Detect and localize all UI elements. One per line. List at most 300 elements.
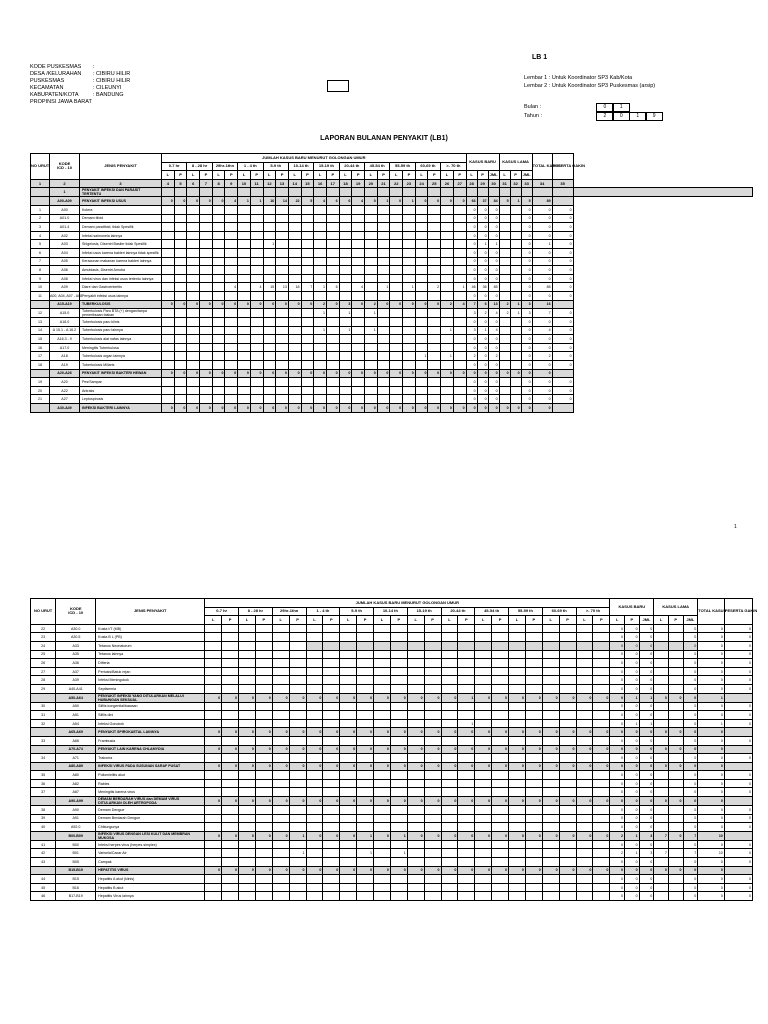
row-no: 15 bbox=[31, 335, 50, 344]
row-value bbox=[593, 771, 610, 780]
disease-row bbox=[31, 248, 753, 257]
row-value: 0 bbox=[458, 797, 475, 806]
row-value bbox=[352, 309, 365, 318]
row-value bbox=[238, 231, 251, 240]
row-value bbox=[187, 291, 200, 300]
row-value bbox=[162, 309, 175, 318]
row-no bbox=[31, 369, 50, 378]
row-value bbox=[255, 736, 272, 745]
row-value bbox=[492, 823, 509, 832]
row-value bbox=[306, 771, 323, 780]
row-value: 0 bbox=[521, 291, 532, 300]
row-value: 0 bbox=[509, 728, 526, 737]
row-icd-code: A05 bbox=[50, 257, 80, 266]
row-value bbox=[542, 779, 559, 788]
row-value bbox=[390, 711, 407, 720]
disease-row bbox=[31, 684, 753, 693]
row-value bbox=[458, 875, 475, 884]
row-value bbox=[559, 754, 576, 763]
row-value bbox=[239, 892, 256, 901]
row-icd-code: B15-B19 bbox=[56, 866, 96, 875]
col-number: 6 bbox=[187, 179, 200, 188]
row-value bbox=[458, 823, 475, 832]
row-value bbox=[323, 823, 340, 832]
row-value bbox=[390, 266, 403, 275]
row-value bbox=[222, 736, 239, 745]
row-value bbox=[301, 257, 314, 266]
row-value bbox=[314, 318, 327, 327]
row-value: 0 bbox=[639, 754, 654, 763]
col-p: P bbox=[458, 616, 475, 625]
row-value bbox=[340, 659, 357, 668]
row-value bbox=[187, 318, 200, 327]
row-value bbox=[593, 788, 610, 797]
row-value bbox=[654, 823, 669, 832]
col-age-group: 0-7 hr bbox=[162, 162, 187, 171]
row-value bbox=[428, 343, 441, 352]
row-value: 0 bbox=[488, 361, 499, 370]
row-value bbox=[200, 223, 213, 232]
row-value: 0 bbox=[639, 702, 654, 711]
row-value: 0 bbox=[477, 369, 488, 378]
row-value bbox=[340, 823, 357, 832]
row-value bbox=[212, 248, 225, 257]
row-value bbox=[559, 892, 576, 901]
row-value bbox=[205, 736, 222, 745]
row-disease-name: PENYAKIT INFEKSI USUS bbox=[80, 197, 162, 206]
row-value bbox=[340, 771, 357, 780]
col-number: 32 bbox=[510, 179, 521, 188]
row-value bbox=[407, 676, 424, 685]
row-value: 0 bbox=[424, 745, 441, 754]
row-value bbox=[492, 650, 509, 659]
row-value bbox=[499, 274, 510, 283]
row-value bbox=[576, 883, 593, 892]
row-value: 0 bbox=[639, 779, 654, 788]
row-value bbox=[205, 814, 222, 823]
row-value bbox=[272, 806, 289, 815]
row-value: 0 bbox=[453, 369, 466, 378]
row-value bbox=[593, 892, 610, 901]
row-value bbox=[326, 231, 339, 240]
disease-row bbox=[31, 676, 753, 685]
row-value bbox=[255, 667, 272, 676]
row-value bbox=[340, 849, 357, 858]
row-value: 0 bbox=[510, 404, 521, 413]
row-value bbox=[424, 858, 441, 867]
row-value bbox=[492, 849, 509, 858]
row-value bbox=[390, 840, 407, 849]
row-value bbox=[390, 633, 407, 642]
row-value: 18 bbox=[288, 283, 301, 292]
row-value bbox=[559, 667, 576, 676]
row-value: 2 bbox=[610, 849, 625, 858]
row-value bbox=[492, 676, 509, 685]
row-disease-name: Tuberkulosis Miliaris bbox=[80, 361, 162, 370]
row-value bbox=[162, 257, 175, 266]
row-value bbox=[428, 386, 441, 395]
row-value bbox=[174, 240, 187, 249]
row-value bbox=[510, 361, 521, 370]
row-value bbox=[475, 858, 492, 867]
row-value bbox=[306, 883, 323, 892]
row-value bbox=[326, 214, 339, 223]
row-value bbox=[225, 248, 238, 257]
row-value: 0 bbox=[222, 866, 239, 875]
row-value: 0 bbox=[428, 404, 441, 413]
col-age-group: 55-59 th bbox=[390, 162, 415, 171]
row-value bbox=[525, 650, 542, 659]
col-number: 4 bbox=[162, 179, 175, 188]
row-value bbox=[593, 858, 610, 867]
row-value: 0 bbox=[403, 404, 416, 413]
row-no: 34 bbox=[31, 754, 56, 763]
row-value bbox=[525, 659, 542, 668]
row-value: 0 bbox=[272, 693, 289, 702]
row-value bbox=[415, 257, 428, 266]
row-value bbox=[654, 840, 669, 849]
col-l: L bbox=[212, 171, 225, 180]
row-value bbox=[239, 754, 256, 763]
row-value bbox=[340, 650, 357, 659]
row-value: 0 bbox=[162, 404, 175, 413]
row-value bbox=[441, 395, 454, 404]
row-value: 0 bbox=[552, 352, 573, 361]
row-value: 0 bbox=[552, 291, 573, 300]
row-value bbox=[475, 659, 492, 668]
row-value bbox=[272, 849, 289, 858]
row-value: 0 bbox=[552, 309, 573, 318]
disease-row bbox=[31, 214, 753, 223]
row-value bbox=[323, 684, 340, 693]
row-value bbox=[525, 624, 542, 633]
row-value: 7 bbox=[683, 849, 698, 858]
row-value: 0 bbox=[625, 797, 640, 806]
row-value: 0 bbox=[205, 745, 222, 754]
row-value bbox=[509, 779, 526, 788]
row-value bbox=[453, 318, 466, 327]
row-value: 0 bbox=[357, 797, 374, 806]
row-value: 5 bbox=[521, 197, 532, 206]
row-value: 0 bbox=[339, 369, 352, 378]
row-value: 0 bbox=[625, 702, 640, 711]
row-value: 0 bbox=[488, 223, 499, 232]
row-value bbox=[289, 711, 306, 720]
row-value: 0 bbox=[698, 736, 725, 745]
row-value: 0 bbox=[521, 274, 532, 283]
row-disease-name: Kusta I/T (MB) bbox=[96, 624, 205, 633]
col-l: L bbox=[475, 616, 492, 625]
row-value bbox=[263, 214, 276, 223]
row-value bbox=[225, 266, 238, 275]
row-value bbox=[352, 361, 365, 370]
row-value bbox=[339, 274, 352, 283]
row-value bbox=[510, 266, 521, 275]
row-value bbox=[390, 274, 403, 283]
row-value: 0 bbox=[532, 214, 552, 223]
row-value: 0 bbox=[205, 797, 222, 806]
col-number: 29 bbox=[477, 179, 488, 188]
row-value bbox=[212, 240, 225, 249]
row-value bbox=[205, 883, 222, 892]
col-icd-label: ICD - 10 bbox=[57, 165, 72, 171]
row-value: 0 bbox=[477, 352, 488, 361]
row-value bbox=[403, 240, 416, 249]
row-value bbox=[250, 240, 263, 249]
row-value bbox=[357, 719, 374, 728]
row-value bbox=[212, 231, 225, 240]
disease-row bbox=[31, 378, 753, 387]
row-value: 0 bbox=[610, 659, 625, 668]
row-value bbox=[510, 283, 521, 292]
row-value: 0 bbox=[610, 702, 625, 711]
row-value bbox=[654, 667, 669, 676]
row-value: 0 bbox=[698, 711, 725, 720]
row-value bbox=[559, 858, 576, 867]
row-value bbox=[250, 188, 263, 197]
row-value bbox=[238, 291, 251, 300]
row-value: 0 bbox=[477, 335, 488, 344]
row-value bbox=[339, 352, 352, 361]
row-value bbox=[458, 711, 475, 720]
row-value bbox=[576, 711, 593, 720]
row-value bbox=[289, 736, 306, 745]
row-value bbox=[289, 702, 306, 711]
row-value bbox=[225, 343, 238, 352]
row-icd-code: A19 bbox=[50, 361, 80, 370]
row-value bbox=[542, 736, 559, 745]
row-value bbox=[510, 343, 521, 352]
row-no: 30 bbox=[31, 702, 56, 711]
row-value bbox=[255, 754, 272, 763]
row-value: 4 bbox=[225, 197, 238, 206]
row-value bbox=[390, 736, 407, 745]
row-value: 0 bbox=[488, 335, 499, 344]
row-value bbox=[239, 659, 256, 668]
row-no: 3 bbox=[31, 223, 50, 232]
row-value bbox=[542, 849, 559, 858]
row-value bbox=[255, 823, 272, 832]
tahun-digits bbox=[597, 112, 663, 121]
row-value bbox=[377, 240, 390, 249]
row-value bbox=[323, 736, 340, 745]
row-value bbox=[174, 283, 187, 292]
row-value: 0 bbox=[625, 840, 640, 849]
row-value: 0 bbox=[525, 693, 542, 702]
row-value bbox=[654, 641, 669, 650]
col-number: 19 bbox=[352, 179, 365, 188]
row-value: 13 bbox=[488, 300, 499, 309]
row-value bbox=[340, 684, 357, 693]
row-value: 0 bbox=[340, 866, 357, 875]
row-value bbox=[390, 719, 407, 728]
disease-row bbox=[31, 754, 753, 763]
row-disease-name: Varisela/Cacar Air bbox=[96, 849, 205, 858]
row-value bbox=[339, 188, 352, 197]
row-value bbox=[352, 395, 365, 404]
row-value: 0 bbox=[724, 702, 752, 711]
row-value bbox=[162, 223, 175, 232]
row-value bbox=[475, 650, 492, 659]
row-value bbox=[407, 840, 424, 849]
row-value: 7 bbox=[683, 831, 698, 840]
row-value bbox=[509, 624, 526, 633]
disease-row bbox=[31, 624, 753, 633]
row-value bbox=[475, 849, 492, 858]
row-value: 0 bbox=[314, 369, 327, 378]
row-value bbox=[301, 386, 314, 395]
row-value bbox=[374, 858, 391, 867]
row-value bbox=[428, 214, 441, 223]
row-value bbox=[365, 266, 378, 275]
row-value bbox=[559, 771, 576, 780]
row-value bbox=[441, 659, 458, 668]
row-value: 0 bbox=[477, 231, 488, 240]
row-value: 0 bbox=[724, 641, 752, 650]
row-value: 0 bbox=[390, 797, 407, 806]
row-value: 0 bbox=[625, 823, 640, 832]
row-value: 0 bbox=[488, 378, 499, 387]
row-value: 0 bbox=[323, 866, 340, 875]
row-value bbox=[510, 223, 521, 232]
row-value: 0 bbox=[654, 728, 669, 737]
row-value bbox=[475, 641, 492, 650]
row-value: 0 bbox=[542, 762, 559, 771]
row-value bbox=[365, 361, 378, 370]
row-value bbox=[415, 386, 428, 395]
row-value: 0 bbox=[625, 762, 640, 771]
row-value bbox=[654, 788, 669, 797]
row-value bbox=[499, 318, 510, 327]
row-value: 0 bbox=[239, 728, 256, 737]
row-disease-name: Meningitis Tuberkulosa bbox=[80, 343, 162, 352]
row-value bbox=[542, 875, 559, 884]
row-value bbox=[289, 641, 306, 650]
row-value bbox=[424, 849, 441, 858]
col-number: 12 bbox=[263, 179, 276, 188]
row-value: 0 bbox=[521, 231, 532, 240]
row-value bbox=[428, 395, 441, 404]
row-value bbox=[222, 650, 239, 659]
row-value bbox=[552, 404, 573, 413]
row-value: 0 bbox=[683, 840, 698, 849]
row-value: 0 bbox=[610, 875, 625, 884]
row-value: 0 bbox=[306, 866, 323, 875]
row-value bbox=[162, 395, 175, 404]
row-value bbox=[654, 719, 669, 728]
row-value bbox=[162, 318, 175, 327]
row-value: 0 bbox=[212, 300, 225, 309]
row-value: 0 bbox=[698, 883, 725, 892]
row-value bbox=[276, 205, 289, 214]
row-value bbox=[263, 318, 276, 327]
row-value bbox=[559, 849, 576, 858]
row-value: 0 bbox=[625, 728, 640, 737]
row-value bbox=[668, 719, 683, 728]
row-value bbox=[255, 814, 272, 823]
row-value bbox=[576, 788, 593, 797]
header-row bbox=[30, 99, 130, 106]
row-value bbox=[250, 343, 263, 352]
row-value bbox=[301, 223, 314, 232]
row-value bbox=[441, 736, 458, 745]
row-value: 0 bbox=[525, 728, 542, 737]
header-row bbox=[30, 85, 130, 92]
row-value: 3 bbox=[466, 326, 477, 335]
row-value bbox=[187, 214, 200, 223]
row-value bbox=[301, 395, 314, 404]
row-value bbox=[374, 779, 391, 788]
row-value bbox=[542, 858, 559, 867]
row-no: 4 bbox=[31, 231, 50, 240]
row-value bbox=[200, 335, 213, 344]
row-value: 0 bbox=[488, 395, 499, 404]
row-value: 1 bbox=[458, 719, 475, 728]
row-value: 0 bbox=[610, 806, 625, 815]
row-value bbox=[424, 736, 441, 745]
row-value bbox=[509, 633, 526, 642]
row-value bbox=[250, 266, 263, 275]
row-value bbox=[407, 788, 424, 797]
row-value: 0 bbox=[488, 214, 499, 223]
row-value: 0 bbox=[466, 205, 477, 214]
row-value bbox=[593, 684, 610, 693]
row-value: 0 bbox=[698, 823, 725, 832]
row-value bbox=[326, 205, 339, 214]
row-value bbox=[162, 326, 175, 335]
row-value: 0 bbox=[698, 806, 725, 815]
row-no: 24 bbox=[31, 641, 56, 650]
row-value bbox=[200, 274, 213, 283]
header-value: : bbox=[93, 64, 95, 70]
row-value bbox=[212, 352, 225, 361]
row-value bbox=[525, 892, 542, 901]
row-value: 0 bbox=[174, 404, 187, 413]
row-value bbox=[510, 240, 521, 249]
row-value: 0 bbox=[683, 814, 698, 823]
row-value bbox=[301, 361, 314, 370]
row-value bbox=[255, 875, 272, 884]
row-value bbox=[352, 257, 365, 266]
col-p: P bbox=[453, 171, 466, 180]
row-value: 0 bbox=[174, 369, 187, 378]
row-value: 0 bbox=[407, 831, 424, 840]
row-value bbox=[225, 326, 238, 335]
row-value: 0 bbox=[205, 866, 222, 875]
col-age-group: 8 - 28 hr bbox=[239, 607, 273, 616]
row-value: 0 bbox=[441, 745, 458, 754]
col-age-group: 5-9 th bbox=[263, 162, 288, 171]
col-kode bbox=[50, 154, 80, 180]
row-value bbox=[525, 849, 542, 858]
row-value bbox=[272, 779, 289, 788]
row-value bbox=[326, 352, 339, 361]
row-value: 1 bbox=[339, 326, 352, 335]
col-p: P bbox=[559, 616, 576, 625]
row-value bbox=[424, 667, 441, 676]
row-value bbox=[415, 318, 428, 327]
row-value: 0 bbox=[668, 745, 683, 754]
row-value bbox=[174, 257, 187, 266]
col-l: L bbox=[288, 171, 301, 180]
row-value bbox=[222, 659, 239, 668]
row-value: 0 bbox=[441, 197, 454, 206]
row-value bbox=[377, 326, 390, 335]
row-value bbox=[724, 693, 752, 702]
row-value: 0 bbox=[698, 797, 725, 806]
row-value bbox=[340, 667, 357, 676]
row-value bbox=[407, 858, 424, 867]
